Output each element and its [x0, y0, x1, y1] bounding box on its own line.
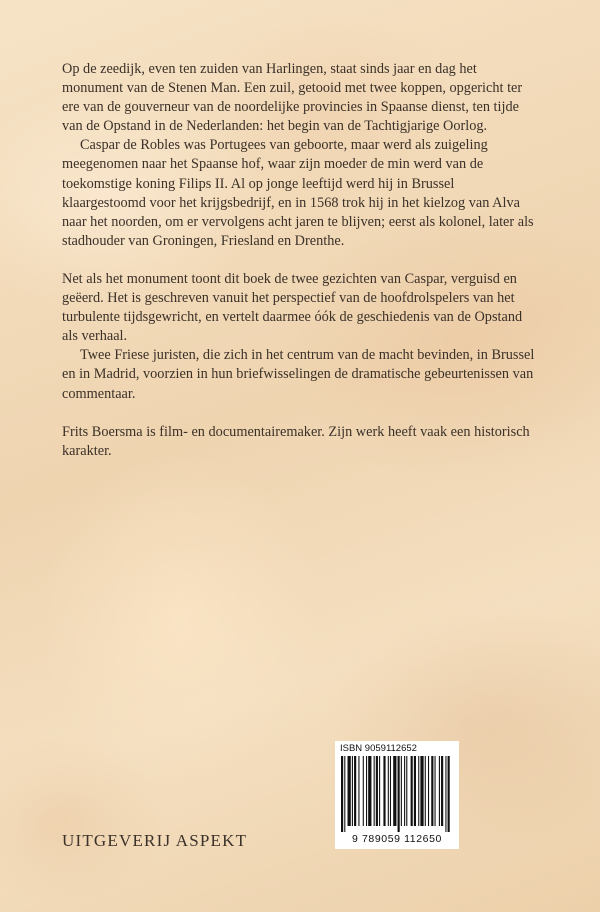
barcode-bar — [358, 756, 359, 826]
barcode-bar — [428, 756, 429, 826]
paragraph-author-bio: Frits Boersma is film- en documentairemaker. Zijn werk heeft vaak een historisch karakter. — [62, 423, 530, 459]
paragraph-spacer — [62, 404, 540, 423]
barcode-bar — [418, 756, 419, 826]
barcode-bar — [448, 756, 450, 832]
barcode-bar — [348, 756, 351, 826]
barcode-bar — [406, 756, 407, 826]
barcode-bar — [354, 756, 356, 826]
barcode-bar — [411, 756, 413, 826]
barcode-bar — [374, 756, 375, 826]
publisher-name: UITGEVERIJ ASPEKT — [62, 831, 248, 850]
barcode-bar — [383, 756, 385, 826]
paragraph-jurists: Twee Friese juristen, die zich in het centrum van de macht bevinden, in Brussel en in Madrid, voorzien in hun briefwisselingen de dramatische gebeurtenissen van commentaar. — [62, 347, 535, 402]
barcode-bar — [363, 756, 364, 826]
barcode-bar — [439, 756, 440, 826]
barcode-bar — [368, 756, 371, 826]
barcode-bar — [388, 756, 389, 826]
barcode-bar — [441, 756, 443, 826]
barcode-bar — [398, 756, 400, 832]
paragraph-stenen-man: Op de zeedijk, even ten zuiden van Harlingen, staat sinds jaar en dag het monument van de Stenen Man. Een zuil, getooid met twee koppen, opgericht ter ere van de gouverneur van de noordelijke provincies in Spaanse dienst, ten tijde van de Opstand in de Nederlanden: het begin van de Tachtigjarige Oorlog. — [62, 61, 523, 135]
barcode-bar — [401, 756, 402, 826]
paragraph-spacer — [62, 251, 540, 270]
barcode-digits: 9 789059 112650 — [352, 833, 442, 845]
barcode-bar — [390, 756, 391, 826]
barcode-bar — [420, 756, 423, 826]
barcode-bars — [339, 756, 455, 832]
barcode-bar — [379, 756, 380, 826]
barcode-bar — [352, 756, 353, 826]
barcode-bar — [376, 756, 378, 826]
isbn-barcode — [335, 741, 459, 849]
barcode-bar — [344, 756, 345, 832]
barcode-bar — [414, 756, 416, 826]
barcode-bar — [341, 756, 343, 832]
paragraph-book-description: Net als het monument toont dit boek de twee gezichten van Caspar, verguisd en geëerd. Het is geschreven vanuit het perspectief van de hoofdrolspelers van het turbulente tijdsgewricht, en vertelt daarmee óók de geschiedenis van de Opstand als verhaal. — [62, 270, 523, 345]
barcode-bar — [366, 756, 367, 826]
barcode-bar — [404, 756, 405, 826]
barcode-bar — [425, 756, 426, 826]
back-cover-blurb — [62, 60, 540, 461]
paragraph-caspar-biography: Caspar de Robles was Portugees van geboorte, maar werd als zuigeling meegenomen naar het Spaanse hof, waar zijn moeder de min werd van de toekomstige koning Filips II. Al op jonge leeftijd werd hij in Brussel klaargestoomd voor het krijgsbedrijf, en in 1568 trok hij in het kielzog van Alva naar het noorden, om er vervolgens acht jaren te blijven; eerst als kolonel, later als stadhouder van Groningen, Friesland en Drenthe. — [62, 137, 534, 249]
barcode-bar — [435, 756, 436, 826]
barcode-bar — [445, 756, 446, 832]
barcode-bar — [393, 756, 396, 826]
isbn-label: ISBN 9059112652 — [340, 743, 417, 754]
barcode-bar — [431, 756, 433, 826]
